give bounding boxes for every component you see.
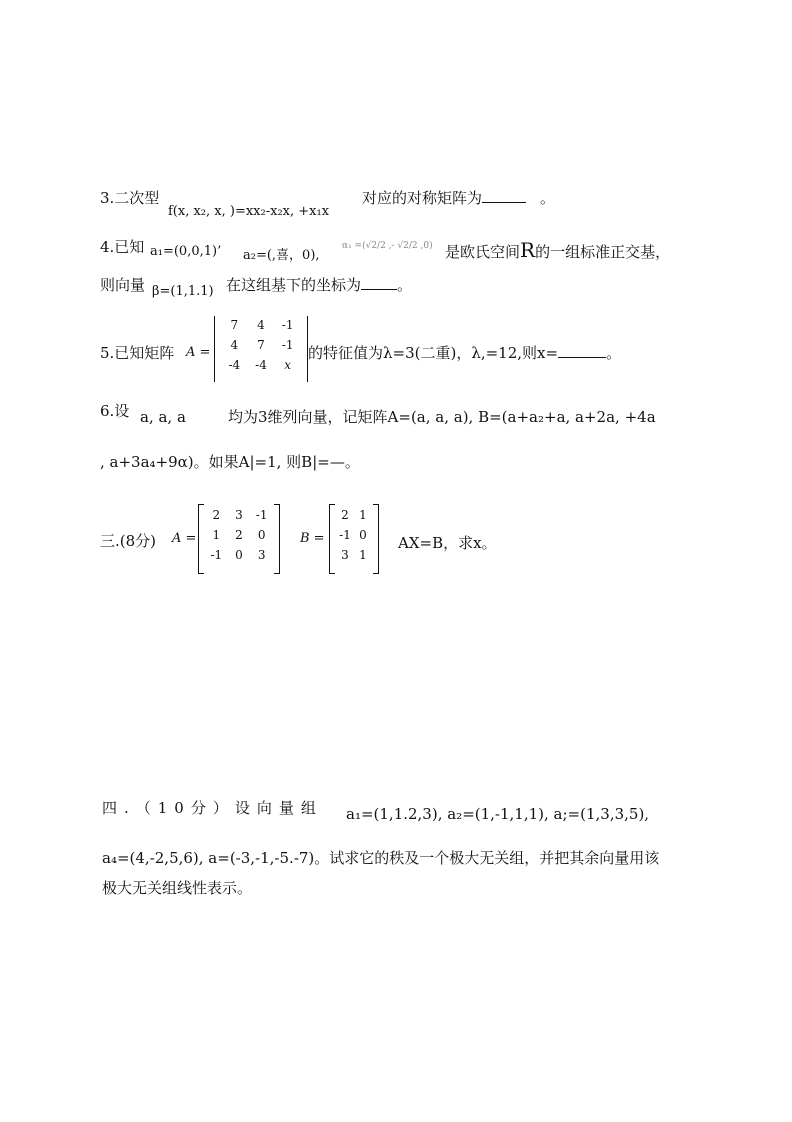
q5-m-32: -4 xyxy=(255,358,267,372)
q5-tail-text: 的特征值为λ=3(二重)，λ,=12,则x= xyxy=(308,344,559,362)
sec3-B-21: -1 xyxy=(339,528,351,542)
sec3-B-22: 0 xyxy=(359,528,367,542)
sec4-line2: a₄=(4,-2,5,6), a=(-3,-1,-5.-7)。试求它的秩及一个极大无关组，并把其余向量用该 xyxy=(102,849,660,867)
q6-label: 6.设 xyxy=(100,402,130,420)
sec3-B-31: 3 xyxy=(341,548,349,562)
q5-answer-blank xyxy=(558,343,606,358)
sec3-A-13: -1 xyxy=(255,508,268,522)
q4-beta: β=(1,1.1) xyxy=(152,284,214,299)
q4-label: 4.已知 xyxy=(100,238,145,256)
sec3-matrix-A xyxy=(198,504,280,574)
sec3-A-32: 0 xyxy=(235,548,243,562)
sec3-A-33: 3 xyxy=(257,548,266,562)
q3-end: 。 xyxy=(540,189,556,207)
q6-line1: 均为3维列向量，记矩阵A=(a, a, a), B=(a+a₂+a, a+2a, +4a xyxy=(228,408,656,426)
sec4-label: 四.（10分）设向量组 xyxy=(102,799,323,817)
sec3-A-eq: A = xyxy=(172,531,197,546)
sec3-A-22: 2 xyxy=(235,528,243,542)
q5-m-11: 7 xyxy=(230,318,239,332)
q5-A-eq: A = xyxy=(186,345,211,360)
sec3-A-21: 1 xyxy=(212,528,221,542)
q4-line2-tail xyxy=(226,274,412,295)
sec4-line1: a₁=(1,1.2,3), a₂=(1,-1,1,1), a;=(1,3,3,5), xyxy=(346,805,650,823)
q5-label: 5.已知矩阵 xyxy=(100,344,175,362)
q5-m-33: x xyxy=(284,358,292,372)
q4-a2: a₂=(,喜，0), xyxy=(243,248,320,263)
sec3-A-11: 2 xyxy=(212,508,221,522)
q5-m-21: 4 xyxy=(230,338,239,352)
q3-answer-blank xyxy=(482,188,526,203)
sec3-tail: AX=B，求x。 xyxy=(398,534,497,552)
q3-tail-text: 对应的对称矩阵为 xyxy=(362,189,483,207)
q6-vars: a, a, a xyxy=(140,408,186,426)
q4-line1-tail xyxy=(445,238,670,262)
q4-tail1: 是欧氏空间 xyxy=(445,243,521,261)
sec3-B-32: 1 xyxy=(359,548,367,562)
q4-answer-blank xyxy=(361,275,397,290)
sec3-B-11: 2 xyxy=(341,508,349,522)
q4-R: R xyxy=(520,238,536,262)
q6-line2: , a+3a₄+9α)。如果A|=1, 则B|=—。 xyxy=(100,453,360,471)
q4-a1: a₁=(0,0,1)’ xyxy=(150,244,222,259)
q5-m-31: -4 xyxy=(228,358,241,372)
q5-tail xyxy=(308,342,621,363)
q5-m-22: 7 xyxy=(257,338,265,352)
q3-label: 3.二次型 xyxy=(100,189,160,207)
q4-line2-tail-text: 在这组基下的坐标为 xyxy=(226,276,362,294)
sec3-B-12: 1 xyxy=(359,508,367,522)
q3-tail xyxy=(362,187,555,208)
q5-m-13: -1 xyxy=(281,318,294,332)
q3-formula: f(x, x₂, x, )=xx₂-x₂x, +x₁x xyxy=(168,204,330,219)
q4-line2-label: 则向量 xyxy=(100,276,146,294)
sec3-B-eq: B = xyxy=(300,531,325,546)
sec3-A-23: 0 xyxy=(257,528,266,542)
q5-m-23: -1 xyxy=(281,338,294,352)
q4-tail2: 的一组标准正交基， xyxy=(535,243,671,261)
q4-end: 。 xyxy=(397,276,413,294)
q5-matrix xyxy=(214,316,308,382)
q5-m-12: 4 xyxy=(257,318,265,332)
sec3-label: 三.(8分) xyxy=(100,532,157,550)
sec4-line3: 极大无关组线性表示。 xyxy=(102,879,253,897)
sec3-A-12: 3 xyxy=(235,508,243,522)
sec3-A-31: -1 xyxy=(210,548,223,562)
q5-end: 。 xyxy=(606,344,622,362)
q4-a3: α₁ =(√2/2 ,- √2/2 ,0) xyxy=(342,241,433,251)
sec3-matrix-B xyxy=(329,504,379,574)
